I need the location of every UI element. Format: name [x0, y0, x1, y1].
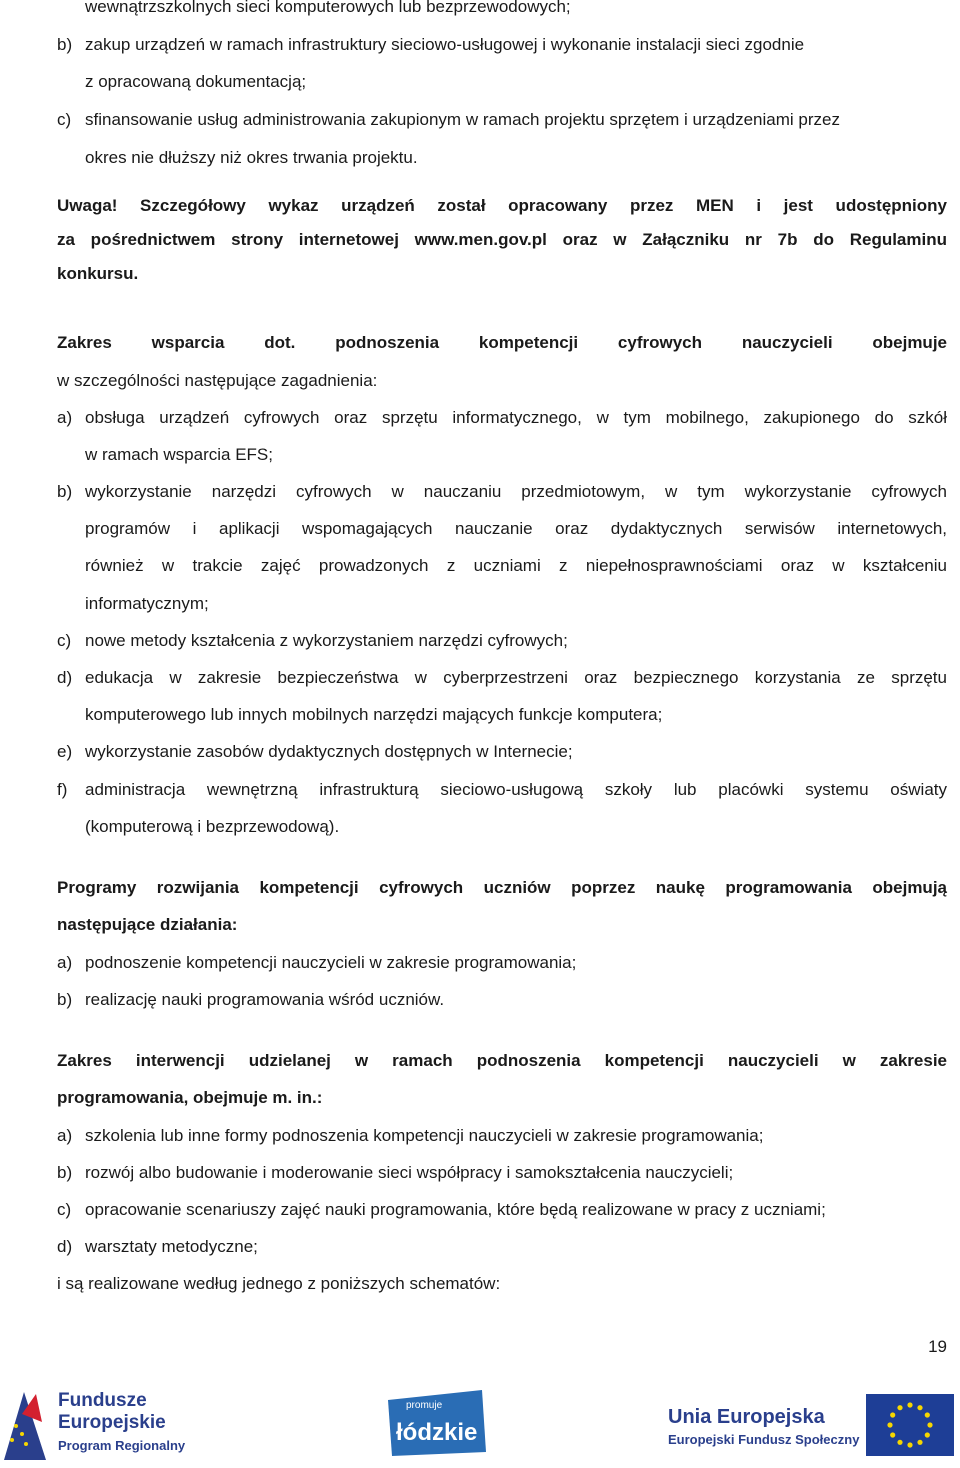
- eu-star: [890, 1412, 895, 1417]
- text-line: komputerowego lub innych mobilnych narzędzi mających funkcje komputera;: [85, 705, 663, 724]
- eu-star: [917, 1440, 922, 1445]
- section-heading: Zakres interwencji udzielanej w ramach podnoszenia kompetencji nauczycieli w zakresie: [57, 1051, 947, 1070]
- text-line: administracja wewnętrzną infrastrukturą sieciowo-usługową szkoły lub placówki systemu oświaty: [85, 780, 947, 799]
- eu-star: [907, 1442, 912, 1447]
- text-line: sfinansowanie usług administrowania zakupionym w ramach projektu sprzętem i urządzeniami przez: [85, 110, 840, 129]
- text-line: również w trakcie zajęć prowadzonych z uczniami z niepełnosprawnościami oraz w kształceniu: [85, 556, 947, 575]
- list-label: d): [57, 1237, 73, 1256]
- text-line-justified: [85, 35, 947, 55]
- text-line: opracowanie scenariuszy zajęć nauki programowania, które będą realizowane w pracy z uczniami;: [85, 1200, 826, 1219]
- note-line: Uwaga! Szczegółowy wykaz urządzeń został opracowany przez MEN i jest udostępniony: [57, 196, 947, 215]
- list-label: b): [57, 482, 73, 501]
- ue-title: Unia Europejska: [668, 1406, 825, 1428]
- list-label: c): [57, 631, 72, 650]
- list-label: f): [57, 780, 68, 799]
- eu-star: [887, 1422, 892, 1427]
- fe-line1: Fundusze: [58, 1390, 147, 1411]
- lodz-big: łódzkie: [396, 1419, 478, 1446]
- list-label: e): [57, 742, 73, 761]
- text-line: informatycznym;: [85, 594, 209, 613]
- text-line: wewnątrzszkolnych sieci komputerowych lub bezprzewodowych;: [85, 0, 571, 16]
- text-line: obsługa urządzeń cyfrowych oraz sprzętu informatycznego, w tym mobilnego, zakupionego do szkół: [85, 408, 947, 427]
- text-line: wykorzystanie narzędzi cyfrowych w nauczaniu przedmiotowym, w tym wykorzystanie cyfrowych: [85, 482, 947, 501]
- eu-star: [890, 1432, 895, 1437]
- text-line: w szczególności następujące zagadnienia:: [57, 371, 378, 390]
- promuje-lodzkie-logo: [382, 1388, 492, 1458]
- eu-star: [907, 1402, 912, 1407]
- text-line: warsztaty metodyczne;: [85, 1237, 258, 1256]
- text-line: szkolenia lub inne formy podnoszenia kompetencji nauczycieli w zakresie programowania;: [85, 1126, 764, 1145]
- eu-star: [925, 1432, 930, 1437]
- eu-star: [897, 1440, 902, 1445]
- page-number: 19: [928, 1337, 947, 1356]
- text-line: okres nie dłuższy niż okres trwania projektu.: [85, 148, 418, 167]
- section-heading: programowania, obejmuje m. in.:: [57, 1088, 323, 1107]
- text-line: z opracowaną dokumentacją;: [85, 72, 307, 91]
- section-heading: następujące działania:: [57, 915, 238, 934]
- fe-line3: Program Regionalny: [58, 1438, 186, 1453]
- fe-line2: Europejskie: [58, 1412, 166, 1433]
- eu-star: [897, 1405, 902, 1410]
- text-line: w ramach wsparcia EFS;: [85, 445, 273, 464]
- text-line: i są realizowane według jednego z poniższych schematów:: [57, 1274, 501, 1293]
- eu-flag-icon: [866, 1394, 954, 1456]
- list-label: b): [57, 990, 73, 1009]
- lodz-small: promuje: [406, 1400, 443, 1411]
- text-line: rozwój albo budowanie i moderowanie sieci współpracy i samokształcenia nauczycieli;: [85, 1163, 734, 1182]
- note-line: konkursu.: [57, 264, 139, 283]
- list-label: b): [57, 1163, 73, 1182]
- list-label: c): [57, 110, 72, 129]
- eu-star: [927, 1422, 932, 1427]
- list-label: d): [57, 668, 73, 687]
- text-line: programów i aplikacji wspomagających nauczanie oraz dydaktycznych serwisów internetowych,: [85, 519, 947, 538]
- text-line: wykorzystanie zasobów dydaktycznych dostępnych w Internecie;: [85, 742, 573, 761]
- eu-star: [917, 1405, 922, 1410]
- list-label: a): [57, 1126, 73, 1145]
- note-line: za pośrednictwem strony internetowej www.men.gov.pl oraz w Załączniku nr 7b do Regulaminu: [57, 230, 947, 249]
- eu-star: [925, 1412, 930, 1417]
- ue-subtitle: Europejski Fundusz Społeczny: [668, 1432, 860, 1447]
- list-label: a): [57, 953, 73, 972]
- fundusze-europejskie-logo: [2, 1382, 202, 1466]
- list-label: c): [57, 1200, 72, 1219]
- text-line: realizację nauki programowania wśród uczniów.: [85, 990, 445, 1009]
- text-line: (komputerową i bezprzewodową).: [85, 817, 340, 836]
- text-line: zakup urządzeń w ramach infrastruktury sieciowo-usługowej i wykonanie instalacji sieci zgodnie: [85, 35, 805, 54]
- list-label: a): [57, 408, 73, 427]
- text-line: nowe metody kształcenia z wykorzystaniem narzędzi cyfrowych;: [85, 631, 568, 650]
- footer-logos: [0, 1378, 960, 1468]
- list-label: b): [57, 35, 73, 54]
- section-heading: Zakres wsparcia dot. podnoszenia kompetencji cyfrowych nauczycieli obejmuje: [57, 333, 947, 352]
- text-line: edukacja w zakresie bezpieczeństwa w cyberprzestrzeni oraz bezpiecznego korzystania ze sprzętu: [85, 668, 947, 687]
- section-heading: Programy rozwijania kompetencji cyfrowych uczniów poprzez naukę programowania obejmują: [57, 878, 947, 897]
- text-line: podnoszenie kompetencji nauczycieli w zakresie programowania;: [85, 953, 577, 972]
